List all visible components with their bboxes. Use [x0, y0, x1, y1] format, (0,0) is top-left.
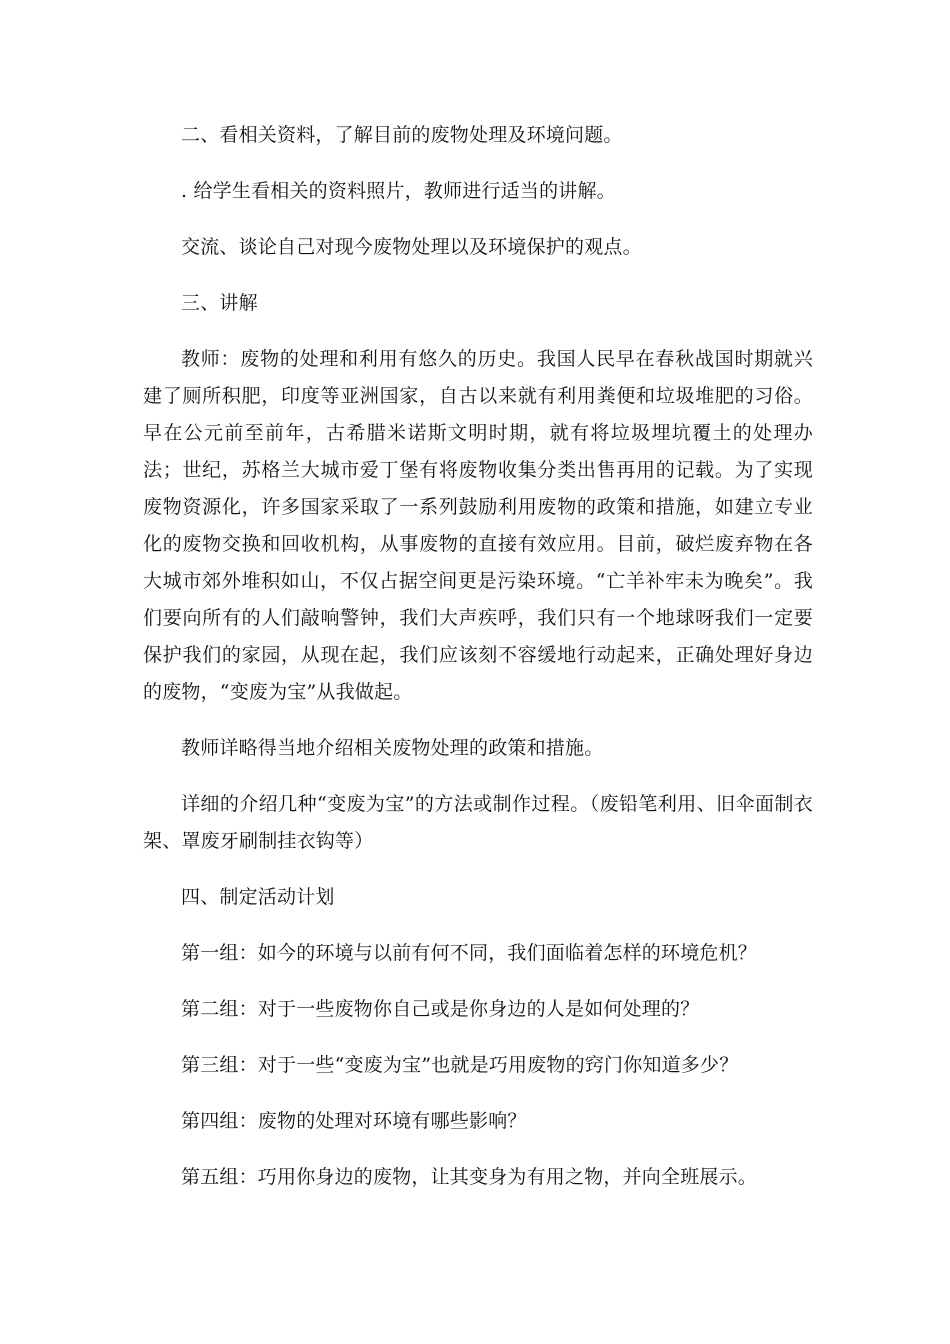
group-item-2: 第二组：对于一些废物你自己或是你身边的人是如何处理的？ [181, 998, 700, 1020]
paragraph: 交流、谈论自己对现今废物处理以及环境保护的观点。 [181, 236, 642, 258]
section-heading-2: 二、看相关资料，了解目前的废物处理及环境问题。 [181, 124, 623, 146]
paragraph: 教师详略得当地介绍相关废物处理的政策和措施。 [181, 737, 604, 759]
paragraph-teacher-explanation: 教师：废物的处理和利用有悠久的历史。我国人民早在春秋战国时期就兴建了厕所积肥，印度等亚洲国家，自古以来就有利用粪便和垃圾堆肥的习俗。早在公元前至前年，古希腊米诺斯文明时期，就有将垃圾埋坑覆土的处理办法；世纪，苏格兰大城市爱丁堡有将废物收集分类出售再用的记载。为了实现废物资源化，许多国家采取了一系列鼓励利用废物的政策和措施，如建立专业化的废物交换和回收机构，从事废物的直接有效应用。目前，破烂废弃物在各大城市郊外堆积如山，不仅占据空间更是污染环境。“亡羊补牢未为晚矣”。我们要向所有的人们敲响警钟，我们大声疾呼，我们只有一个地球呀我们一定要保护我们的家园，从现在起，我们应该刻不容缓地行动起来，正确处理好身边的废物，“变废为宝”从我做起。 [143, 348, 813, 703]
group-item-4: 第四组：废物的处理对环境有哪些影响？ [181, 1110, 527, 1132]
group-item-3: 第三组：对于一些“变废为宝”也就是巧用废物的窍门你知道多少？ [181, 1054, 739, 1076]
paragraph: 详细的介绍几种“变废为宝”的方法或制作过程。（废铅笔利用、旧伞面制衣架、罩废牙刷制挂衣钩等） [143, 793, 813, 852]
section-heading-3: 三、讲解 [181, 292, 258, 314]
group-item-5: 第五组：巧用你身边的废物，让其变身为有用之物，并向全班展示。 [181, 1166, 758, 1188]
section-heading-4: 四、制定活动计划 [181, 886, 335, 908]
document-body [143, 117, 813, 1215]
paragraph: . 给学生看相关的资料照片，教师进行适当的讲解。 [181, 180, 616, 202]
group-item-1: 第一组：如今的环境与以前有何不同，我们面临着怎样的环境危机？ [181, 942, 758, 964]
